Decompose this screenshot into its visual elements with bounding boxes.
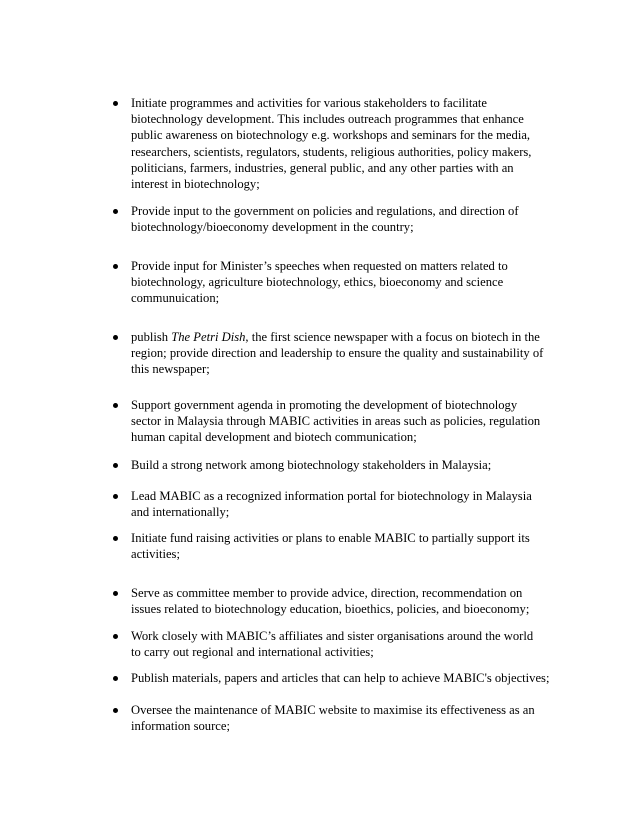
text-line: human capital development and biotech communication;	[131, 430, 417, 445]
text-line: region; provide direction and leadership to ensure the quality and sustainability of	[131, 346, 544, 361]
list-item-text	[131, 628, 561, 660]
bullet-icon	[113, 264, 118, 269]
list-item-text	[131, 530, 561, 562]
text-prefix: publish	[131, 330, 172, 344]
bullet-icon	[113, 591, 118, 596]
text-line: issues related to biotechnology education, bioethics, policies, and bioeconomy;	[131, 602, 530, 617]
bullet-icon	[113, 463, 118, 468]
list-item-text	[131, 670, 561, 686]
bullet-icon	[113, 494, 118, 499]
text-line: Build a strong network among biotechnology stakeholders in Malaysia;	[131, 458, 492, 472]
list-item-text	[131, 258, 561, 307]
text-line: and internationally;	[131, 505, 230, 520]
bullet-icon	[113, 634, 118, 639]
text-line: Lead MABIC as a recognized information portal for biotechnology in Malaysia	[131, 489, 532, 503]
text-line: Initiate programmes and activities for various stakeholders to facilitate	[131, 96, 488, 110]
list-item-text	[131, 397, 561, 446]
text-line: biotechnology, agriculture biotechnology, ethics, bioeconomy and science	[131, 275, 504, 290]
newspaper-title: The Petri Dish	[171, 330, 246, 344]
bullet-icon	[113, 536, 118, 541]
bullet-icon	[113, 708, 118, 713]
text-line: Support government agenda in promoting the development of biotechnology	[131, 398, 518, 412]
text-line: Serve as committee member to provide advice, direction, recommendation on	[131, 586, 523, 600]
text-line: biotechnology development. This includes outreach programmes that enhance	[131, 112, 524, 127]
bullet-icon	[113, 676, 118, 681]
text-line	[131, 329, 561, 345]
list-item-text	[131, 95, 561, 192]
text-line: Work closely with MABIC’s affiliates and sister organisations around the world	[131, 629, 534, 643]
text-line: public awareness on biotechnology e.g. workshops and seminars for the media,	[131, 128, 531, 143]
text-line: interest in biotechnology;	[131, 177, 260, 192]
text-line: communuication;	[131, 291, 220, 306]
list-item-text	[131, 488, 561, 520]
bullet-icon	[113, 209, 118, 214]
text-line: politicians, farmers, industries, general public, and any other parties with an	[131, 160, 514, 175]
text-line: information source;	[131, 719, 230, 734]
text-line: biotechnology/bioeconomy development in the country;	[131, 220, 414, 235]
text-line: activities;	[131, 547, 180, 562]
bullet-icon	[113, 335, 118, 340]
bullet-icon	[113, 403, 118, 408]
text-line: Oversee the maintenance of MABIC website to maximise its effectiveness as an	[131, 703, 535, 717]
text-line: Initiate fund raising activities or plans to enable MABIC to partially support its	[131, 531, 530, 545]
text-line: researchers, scientists, regulators, students, religious authorities, policy makers,	[131, 144, 532, 159]
text-line: this newspaper;	[131, 362, 210, 377]
text-line: to carry out regional and international activities;	[131, 645, 374, 660]
list-item-text	[131, 457, 561, 473]
text-line: sector in Malaysia through MABIC activities in areas such as policies, regulation	[131, 414, 541, 429]
text-suffix: , the first science newspaper with a focus on biotech in the	[245, 330, 540, 344]
text-line: Publish materials, papers and articles that can help to achieve MABIC's objectives;	[131, 671, 550, 685]
list-item-text	[131, 702, 561, 734]
bullet-icon	[113, 101, 118, 106]
text-line: Provide input to the government on policies and regulations, and direction of	[131, 204, 519, 218]
list-item-text	[131, 329, 561, 378]
list-item-text	[131, 203, 561, 235]
list-item-text	[131, 585, 561, 617]
text-line: Provide input for Minister’s speeches when requested on matters related to	[131, 259, 508, 273]
